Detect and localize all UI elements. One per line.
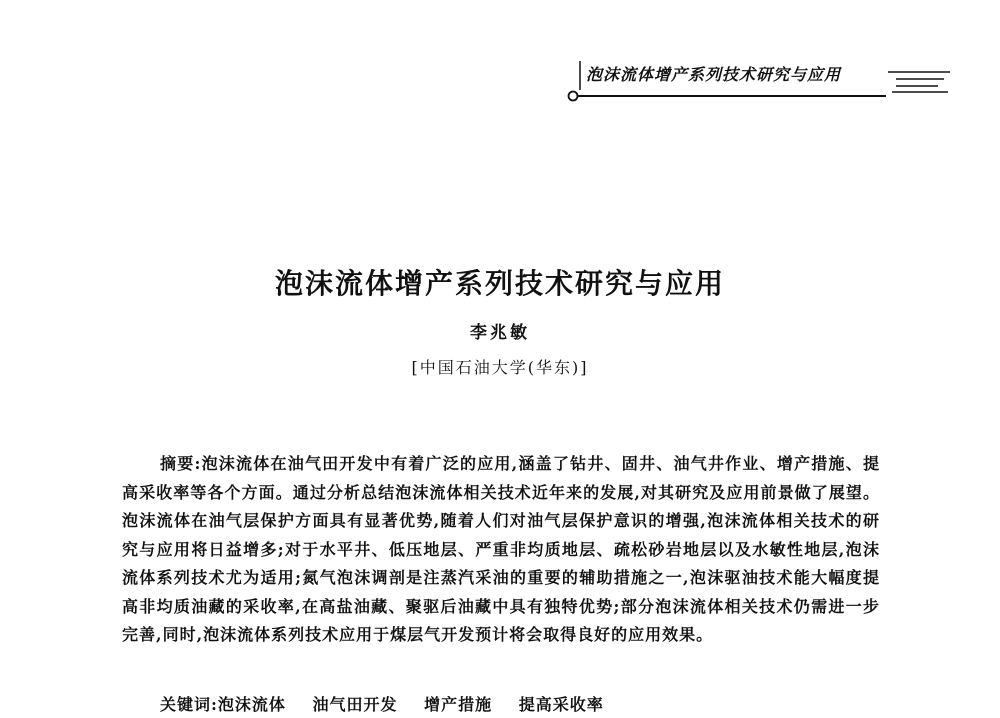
paper-title: 泡沫流体增产系列技术研究与应用: [274, 267, 725, 300]
running-header: [566, 56, 956, 106]
keyword-item: 油气田开发: [312, 695, 398, 714]
keywords-label: 关键词:: [160, 695, 218, 714]
abstract: [122, 450, 880, 650]
keyword-item: 泡沫流体: [217, 695, 286, 714]
abstract-label: 摘要:: [160, 454, 202, 473]
keyword-item: 提高采收率: [518, 695, 604, 714]
author-affiliation: [中国石油大学(华东)]: [411, 358, 589, 377]
header-rule-circle: [569, 92, 578, 101]
running-header-text: 泡沫流体增产系列技术研究与应用: [586, 65, 842, 84]
keywords: [160, 692, 624, 715]
author-name: 李兆敏: [470, 323, 530, 343]
keyword-item: 增产措施: [424, 695, 493, 714]
abstract-text: 泡沫流体在油气田开发中有着广泛的应用,涵盖了钻井、固井、油气井作业、增产措施、提高采收率等各个方面。通过分析总结泡沫流体相关技术近年来的发展,对其研究及应用前景做了展望。泡沫流体在油气层保护方面具有显著优势,随着人们对油气层保护意识的增强,泡沫流体相关技术的研究与应用将日益增多;对于水平井、低压地层、严重非均质地层、疏松砂岩地层以及水敏性地层,泡沫流体系列技术尤为适用;氮气泡沫调剖是注蒸汽采油的重要的辅助措施之一,泡沫驱油技术能大幅度提高非均质油藏的采收率,在高盐油藏、聚驱后油藏中具有独特优势;部分泡沫流体相关技术仍需进一步完善,同时,泡沫流体系列技术应用于煤层气开发预计将会取得良好的应用效果。: [122, 454, 880, 644]
